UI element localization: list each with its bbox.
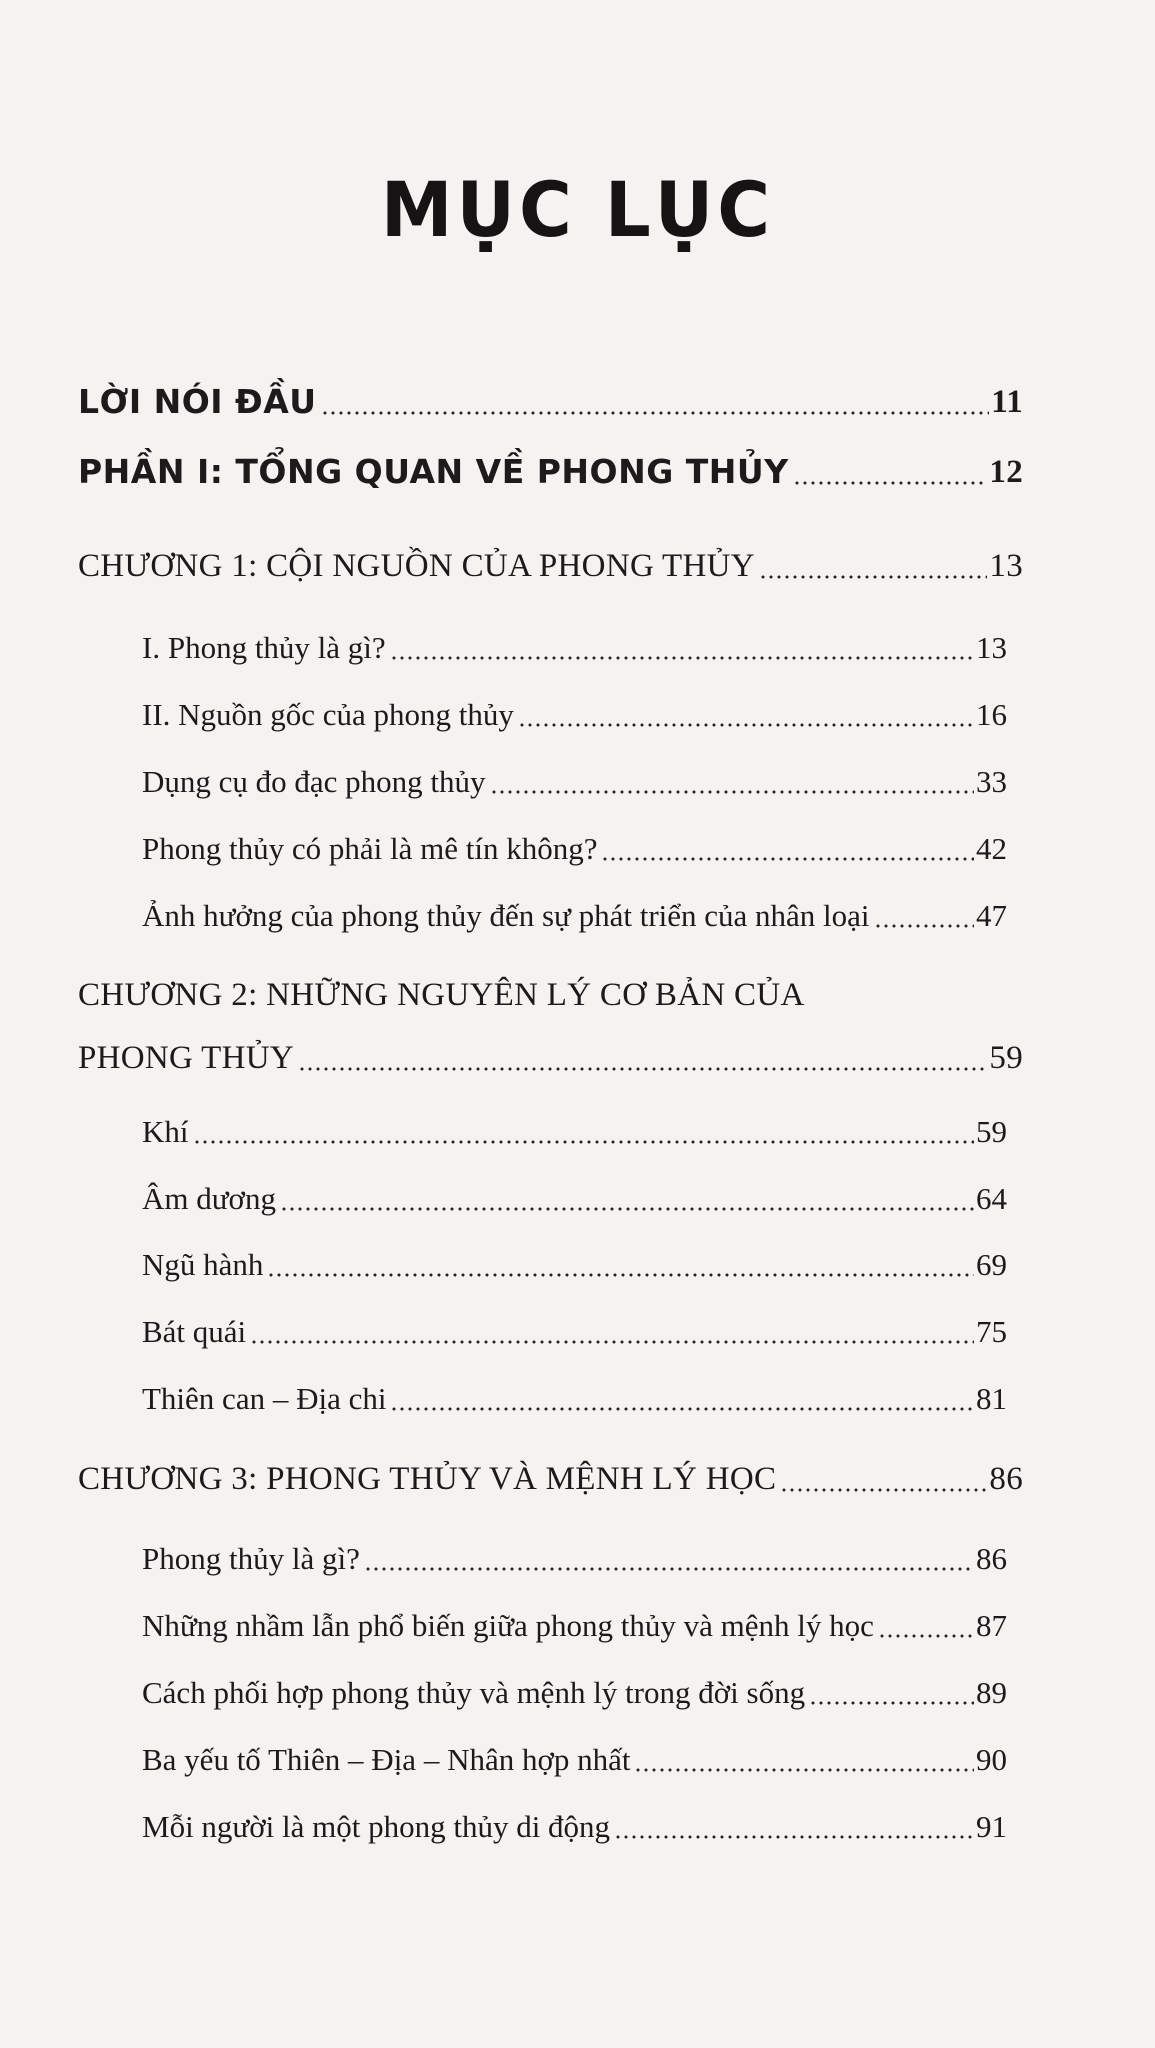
toc-page-number: 87 (976, 1608, 1007, 1643)
toc-entry-text: CHƯƠNG 3: PHONG THỦY VÀ MỆNH LÝ HỌC (78, 1461, 777, 1497)
dot-leader (390, 1407, 974, 1411)
dot-leader (601, 857, 974, 861)
dot-leader (759, 575, 988, 579)
dot-leader (518, 723, 974, 727)
toc-entry-text: II. Nguồn gốc của phong thủy (142, 697, 514, 732)
toc-entry-section (142, 1608, 1007, 1644)
toc-entry-section (142, 764, 1007, 800)
toc-entry-section (142, 1314, 1007, 1350)
toc-entry-text: Khí (142, 1114, 189, 1149)
toc-page-number: 42 (976, 831, 1007, 866)
dot-leader (793, 481, 988, 485)
toc-page-number: 59 (976, 1114, 1007, 1149)
dot-leader (390, 656, 974, 660)
toc-page-number: 11 (991, 384, 1023, 420)
dot-leader (874, 924, 974, 928)
dot-leader (614, 1835, 974, 1839)
toc-page-number: 90 (976, 1742, 1007, 1777)
toc-entry-preface (78, 382, 1023, 421)
dot-leader (193, 1140, 975, 1144)
dot-leader (878, 1634, 974, 1638)
toc-page-number: 91 (976, 1809, 1007, 1844)
toc-entry-text: Mỗi người là một phong thủy di động (142, 1809, 611, 1844)
toc-entry-section (142, 1114, 1007, 1150)
toc-entry-section (142, 1809, 1007, 1845)
dot-leader (267, 1273, 974, 1277)
dot-leader (298, 1067, 987, 1071)
toc-page-number: 59 (989, 1040, 1023, 1076)
toc-entry-part-1 (78, 452, 1023, 491)
toc-page-number: 16 (976, 697, 1007, 732)
toc-entry-text: CHƯƠNG 1: CỘI NGUỒN CỦA PHONG THỦY (78, 548, 755, 584)
toc-page-number: 64 (976, 1181, 1007, 1216)
toc-entry-section (142, 697, 1007, 733)
toc-entry-section (142, 630, 1007, 666)
toc-page-number: 81 (976, 1381, 1007, 1416)
toc-entry-chapter-2 (78, 1040, 1023, 1077)
toc-entry-text: Phong thủy có phải là mê tín không? (142, 831, 598, 866)
toc-page-number: 33 (976, 764, 1007, 799)
toc-page-number: 86 (976, 1541, 1007, 1576)
toc-page-number: 13 (989, 548, 1023, 584)
toc-entry-chapter-2-line1: CHƯƠNG 2: NHỮNG NGUYÊN LÝ CƠ BẢN CỦA (78, 977, 805, 1013)
toc-entry-section (142, 1181, 1007, 1217)
toc-entry-text: Phong thủy là gì? (142, 1541, 360, 1576)
toc-entry-text: Ba yếu tố Thiên – Địa – Nhân hợp nhất (142, 1742, 631, 1777)
toc-page-number: 86 (989, 1461, 1023, 1497)
dot-leader (280, 1207, 974, 1211)
toc-page-number: 47 (976, 898, 1007, 933)
toc-page-number: 12 (989, 454, 1023, 490)
toc-entry-chapter-3 (78, 1461, 1023, 1498)
toc-entry-text: Bát quái (142, 1314, 247, 1349)
toc-entry-text: I. Phong thủy là gì? (142, 630, 386, 665)
toc-page-number: 89 (976, 1675, 1007, 1710)
toc-page-number: 69 (976, 1247, 1007, 1282)
toc-entry-text: LỜI NÓI ĐẦU (78, 382, 317, 421)
dot-leader (364, 1567, 974, 1571)
dot-leader (490, 790, 974, 794)
toc-page-number: 13 (976, 630, 1007, 665)
dot-leader (809, 1701, 974, 1705)
dot-leader (634, 1768, 974, 1772)
toc-entry-text: Thiên can – Địa chi (142, 1381, 387, 1416)
toc-entry-text: Ngũ hành (142, 1247, 264, 1282)
toc-entry-text: Cách phối hợp phong thủy và mệnh lý trong đời sống (142, 1675, 806, 1710)
toc-entry-section (142, 1541, 1007, 1577)
toc-entry-text: Ảnh hưởng của phong thủy đến sự phát triển của nhân loại (142, 898, 870, 933)
toc-entry-text: Âm dương (142, 1181, 276, 1216)
toc-entry-section (142, 1381, 1007, 1417)
page-title: MỤC LỤC (380, 165, 775, 255)
dot-leader (321, 411, 990, 415)
dot-leader (250, 1340, 974, 1344)
toc-entry-chapter-1 (78, 548, 1023, 585)
toc-entry-text: Những nhầm lẫn phổ biến giữa phong thủy và mệnh lý học (142, 1608, 874, 1643)
toc-entry-section (142, 831, 1007, 867)
toc-entry-text: Dụng cụ đo đạc phong thủy (142, 764, 486, 799)
toc-entry-text: PHẦN I: TỔNG QUAN VỀ PHONG THỦY (78, 452, 789, 491)
toc-entry-section (142, 1742, 1007, 1778)
toc-entry-section (142, 1675, 1007, 1711)
toc-page-number: 75 (976, 1314, 1007, 1349)
toc-entry-text: PHONG THỦY (78, 1040, 294, 1076)
dot-leader (780, 1488, 987, 1492)
toc-entry-section (142, 898, 1007, 934)
toc-entry-section (142, 1247, 1007, 1283)
